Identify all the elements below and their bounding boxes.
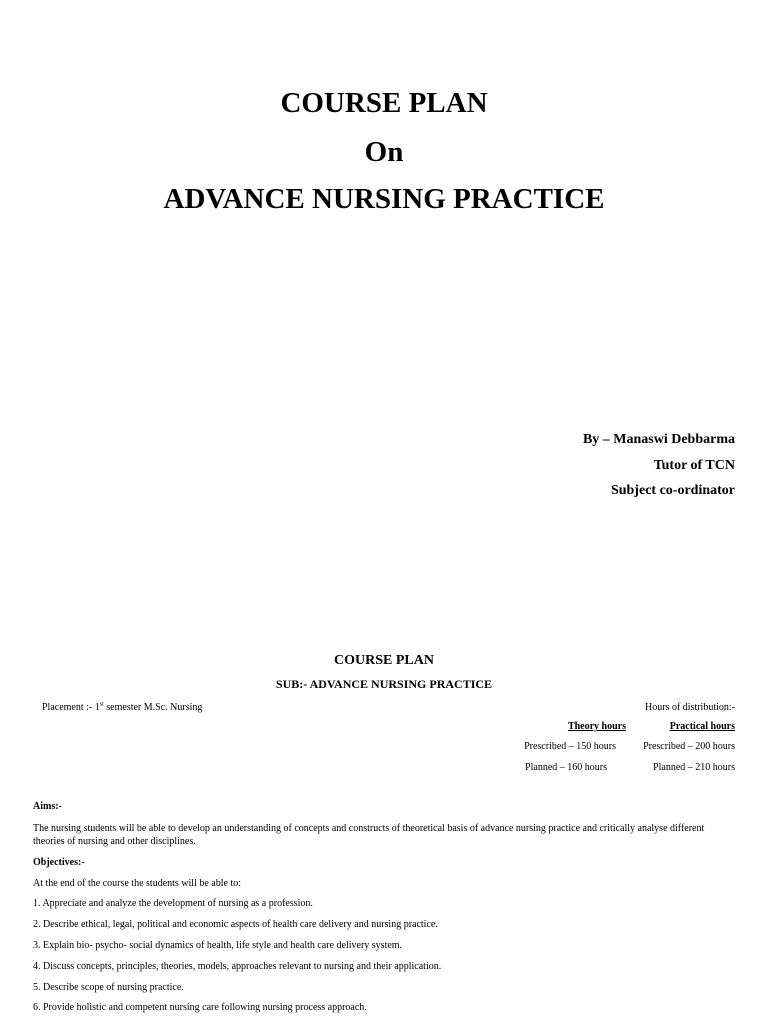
practical-hours-heading: Practical hours: [669, 721, 735, 732]
author-name: By – Manaswi Debbarma: [582, 432, 735, 447]
aims-heading: Aims:-: [33, 801, 62, 812]
author-role: Tutor of TCN: [653, 458, 735, 473]
aims-text: The nursing students will be able to develop an understanding of concepts and constructs of theoretical basis of advance nursing practice and critically analyse different theories of nursing and other disciplines.: [33, 823, 705, 847]
objective-item: 5. Describe scope of nursing practice.: [33, 982, 184, 993]
placement-text: [42, 701, 202, 714]
hours-distribution-label: Hours of distribution:-: [645, 702, 735, 713]
placement-prefix: Placement :- 1: [42, 702, 100, 713]
practical-planned: Planned – 210 hours: [653, 762, 735, 773]
objective-item: 4. Discuss concepts, principles, theories, models, approaches relevant to nursing and their application.: [33, 961, 442, 972]
objective-item: 6. Provide holistic and competent nursing care following nursing process approach.: [33, 1002, 367, 1013]
theory-planned: Planned – 160 hours: [525, 762, 607, 773]
cover-title-line-2: On: [364, 136, 404, 168]
objective-item: 1. Appreciate and analyze the development of nursing as a profession.: [33, 898, 313, 909]
placement-sup: st: [99, 701, 104, 708]
plan-subject: SUB:- ADVANCE NURSING PRACTICE: [275, 677, 493, 691]
placement-suffix: semester M.Sc. Nursing: [103, 702, 203, 713]
theory-prescribed: Prescribed – 150 hours: [524, 741, 616, 752]
objectives-heading: Objectives:-: [33, 857, 85, 868]
plan-heading: COURSE PLAN: [334, 653, 434, 668]
practical-prescribed: Prescribed – 200 hours: [643, 741, 735, 752]
theory-hours-heading: Theory hours: [567, 721, 626, 732]
cover-title-line-3: ADVANCE NURSING PRACTICE: [163, 183, 605, 215]
objective-item: 3. Explain bio- psycho- social dynamics of health, life style and health care delivery system.: [33, 940, 403, 951]
cover-title-line-1: COURSE PLAN: [280, 87, 488, 119]
objectives-intro: At the end of the course the students will be able to:: [33, 878, 242, 889]
author-designation: Subject co-ordinator: [610, 483, 735, 498]
objective-item: 2. Describe ethical, legal, political and economic aspects of health care delivery and nursing practice.: [33, 919, 438, 930]
